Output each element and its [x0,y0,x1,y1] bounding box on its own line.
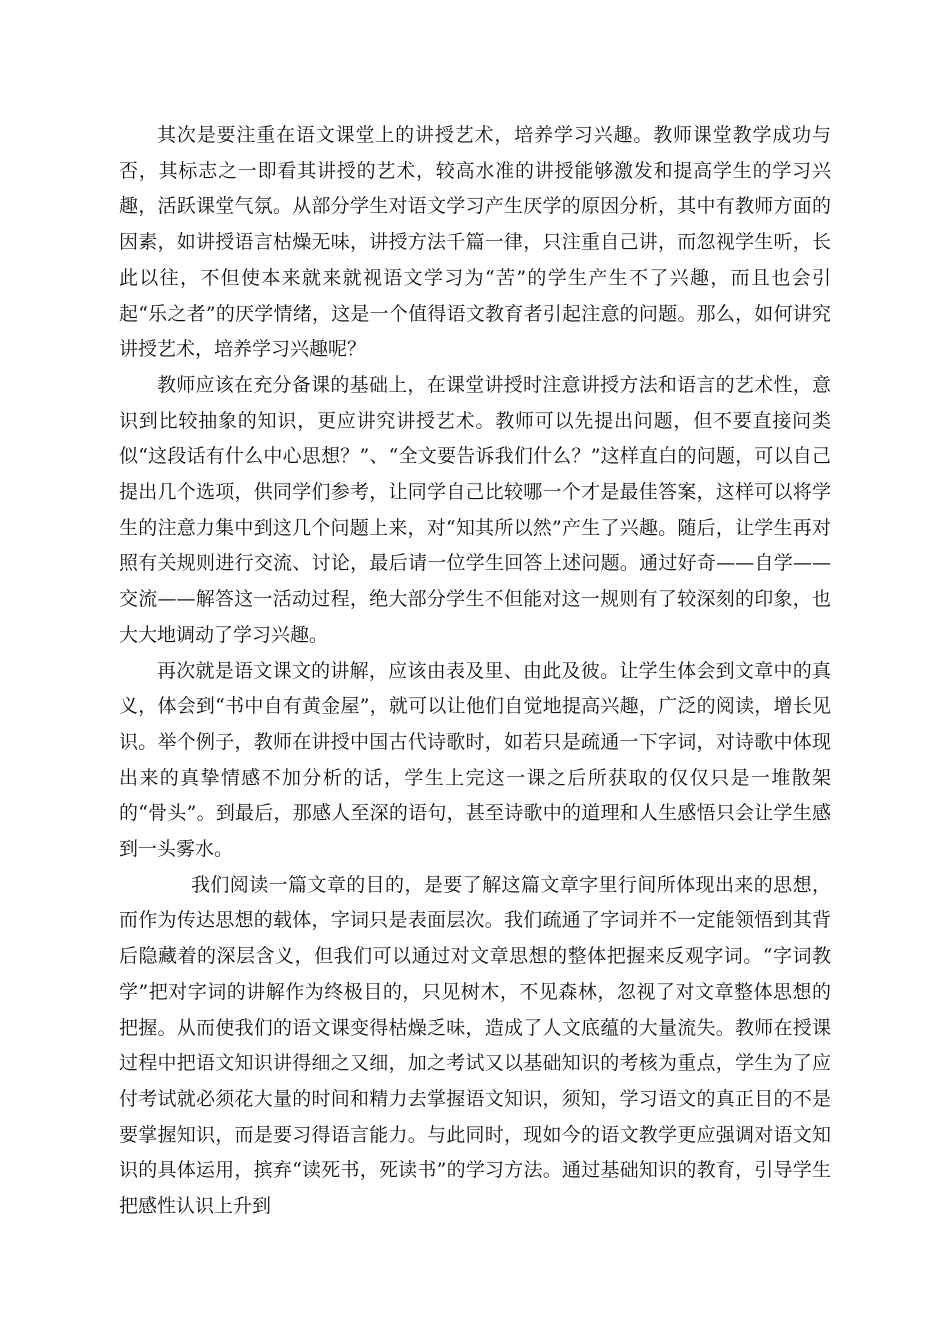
document-body [119,118,831,1225]
paragraph-3: 再次就是语文课文的讲解，应该由表及里、由此及彼。让学生体会到文章中的真义，体会到“书中自有黄金屋”，就可以让他们自觉地提高兴趣，广泛的阅读，增长见识。举个例子，教师在讲授中国古代诗歌时，如若只是疏通一下字词，对诗歌中体现出来的真挚情感不加分析的话，学生上完这一课之后所获取的仅仅只是一堆散架的“骨头”。到最后，那感人至深的语句，甚至诗歌中的道理和人生感悟只会让学生感到一头雾水。 [119,659,831,861]
paragraph-4: 我们阅读一篇文章的目的，是要了解这篇文章字里行间所体现出来的思想，而作为传达思想的载体，字词只是表面层次。我们疏通了字词并不一定能领悟到其背后隐藏着的深层含义，但我们可以通过对文章思想的整体把握来反观字词。“字词教学”把对字词的讲解作为终极目的，只见树木，不见森林，忽视了对文章整体思想的把握。从而使我们的语文课变得枯燥乏味，造成了人文底蕴的大量流失。教师在授课过程中把语文知识讲得细之又细，加之考试又以基础知识的考核为重点，学生为了应付考试就必须花大量的时间和精力去掌握语文知识，须知，学习语文的真正目的不是要掌握知识，而是要习得语言能力。与此同时，现如今的语文教学更应强调对语文知识的具体运用，摈弃“读死书，死读书”的学习方法。通过基础知识的教育，引导学生把感性认识上升到 [119,873,831,1218]
paragraph-2: 教师应该在充分备课的基础上，在课堂讲授时注意讲授方法和语言的艺术性，意识到比较抽象的知识，更应讲究讲授艺术。教师可以先提出问题，但不要直接问类似“这段话有什么中心思想？”、“全文要告诉我们什么？”这样直白的问题，可以自己提出几个选项，供同学们参考，让同学自己比较哪一个才是最佳答案，这样可以将学生的注意力集中到这几个问题上来，对“知其所以然”产生了兴趣。随后，让学生再对照有关规则进行交流、讨论，最后请一位学生回答上述问题。通过好奇——自学——交流——解答这一活动过程，绝大部分学生不但能对这一规则有了较深刻的印象，也大大地调动了学习兴趣。 [119,373,831,646]
paragraph-1: 其次是要注重在语文课堂上的讲授艺术，培养学习兴趣。教师课堂教学成功与否，其标志之一即看其讲授的艺术，较高水准的讲授能够激发和提高学生的学习兴趣，活跃课堂气氛。从部分学生对语文学习产生厌学的原因分析，其中有教师方面的因素，如讲授语言枯燥无味，讲授方法千篇一律，只注重自己讲，而忽视学生听，长此以往，不但使本来就来就视语文学习为“苦”的学生产生不了兴趣，而且也会引起“乐之者”的厌学情绪，这是一个值得语文教育者引起注意的问题。那么，如何讲究讲授艺术，培养学习兴趣呢？ [119,124,831,361]
